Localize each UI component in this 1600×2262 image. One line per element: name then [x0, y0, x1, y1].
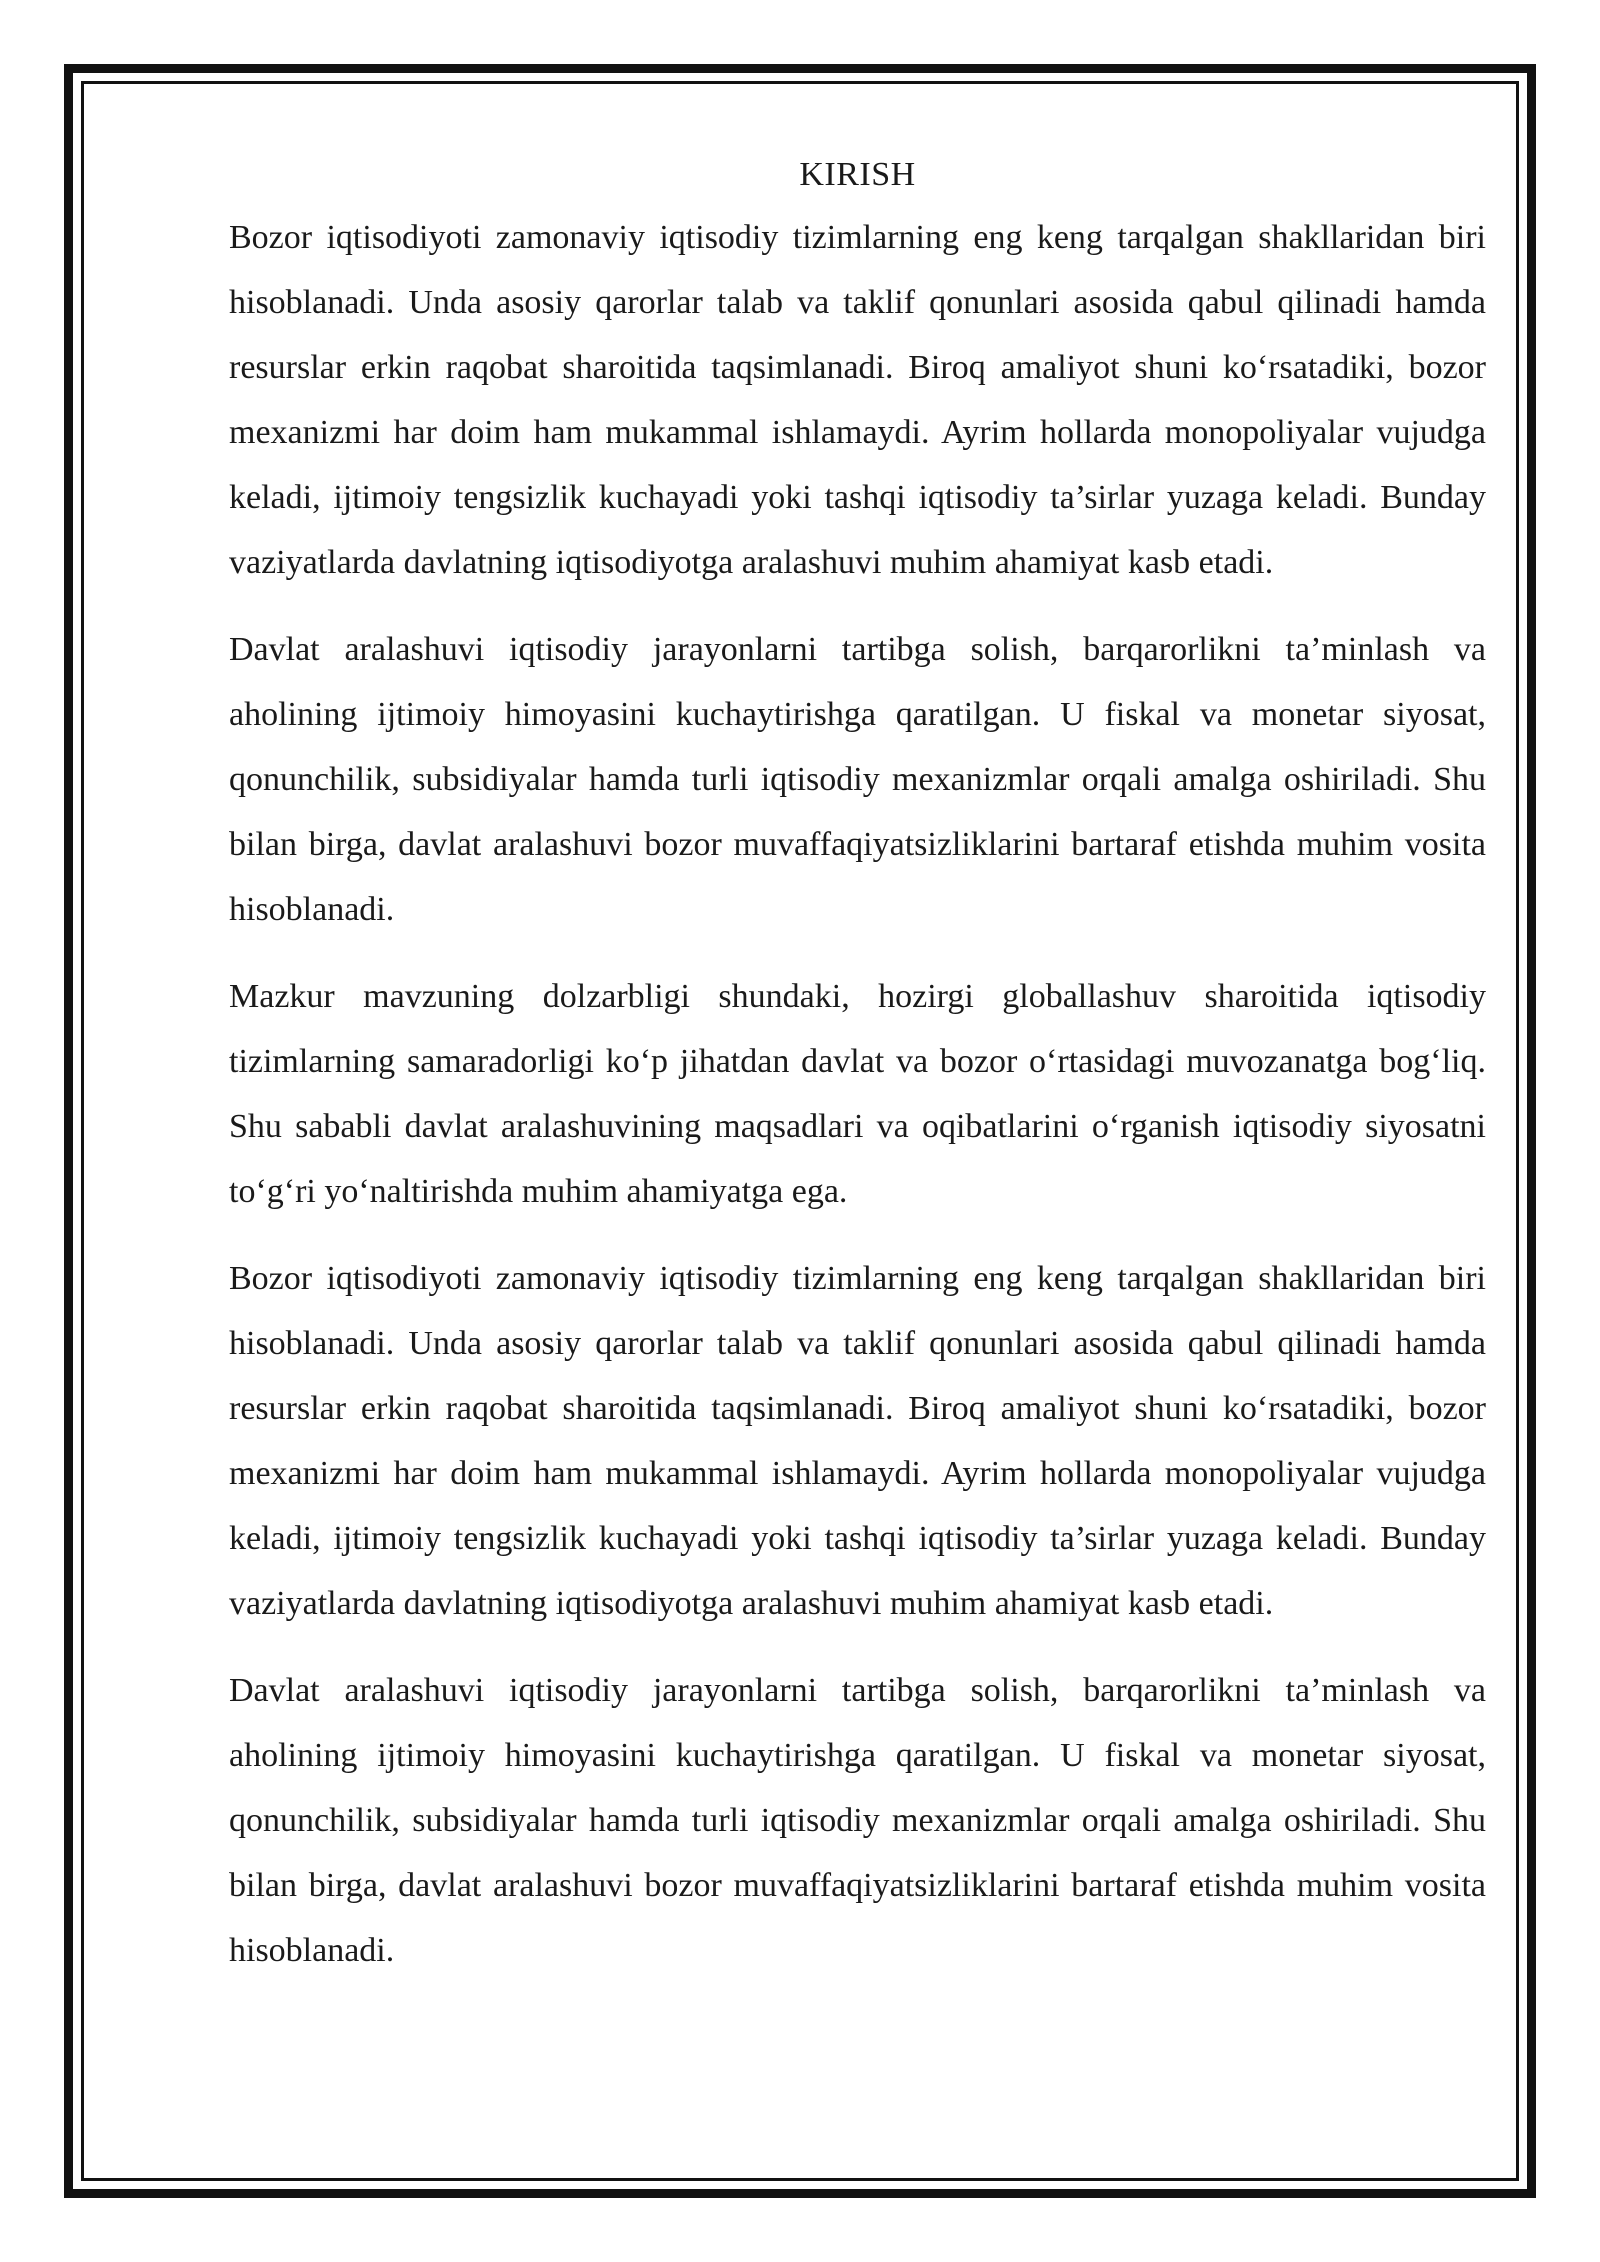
- document-body: [229, 145, 1486, 2005]
- paragraph-1: Bozor iqtisodiyoti zamonaviy iqtisodiy tizimlarning eng keng tarqalgan shakllaridan biri hisoblanadi. Unda asosiy qarorlar talab va taklif qonunlari asosida qabul qilinadi hamda resurslar erkin raqobat sharoitida taqsimlanadi. Biroq amaliyot shuni ko‘rsatadiki, bozor mexanizmi har doim ham mukammal ishlamaydi. Ayrim hollarda monopoliyalar vujudga keladi, ijtimoiy tengsizlik kuchayadi yoki tashqi iqtisodiy ta’sirlar yuzaga keladi. Bunday vaziyatlarda davlatning iqtisodiyotga aralashuvi muhim ahamiyat kasb etadi.: [229, 219, 1486, 581]
- paragraph-4: Bozor iqtisodiyoti zamonaviy iqtisodiy tizimlarning eng keng tarqalgan shakllaridan biri hisoblanadi. Unda asosiy qarorlar talab va taklif qonunlari asosida qabul qilinadi hamda resurslar erkin raqobat sharoitida taqsimlanadi. Biroq amaliyot shuni ko‘rsatadiki, bozor mexanizmi har doim ham mukammal ishlamaydi. Ayrim hollarda monopoliyalar vujudga keladi, ijtimoiy tengsizlik kuchayadi yoki tashqi iqtisodiy ta’sirlar yuzaga keladi. Bunday vaziyatlarda davlatning iqtisodiyotga aralashuvi muhim ahamiyat kasb etadi.: [229, 1260, 1486, 1622]
- paragraph-3: Mazkur mavzuning dolzarbligi shundaki, hozirgi globallashuv sharoitida iqtisodiy tizimlarning samaradorligi ko‘p jihatdan davlat va bozor o‘rtasidagi muvozanatga bog‘liq. Shu sababli davlat aralashuvining maqsadlari va oqibatlarini o‘rganish iqtisodiy siyosatni to‘g‘ri yo‘naltirishda muhim ahamiyatga ega.: [229, 978, 1486, 1210]
- section-title: KIRISH: [799, 156, 916, 193]
- paragraph-5: Davlat aralashuvi iqtisodiy jarayonlarni tartibga solish, barqarorlikni ta’minlash va aholining ijtimoiy himoyasini kuchaytirishga qaratilgan. U fiskal va monetar siyosat, qonunchilik, subsidiyalar hamda turli iqtisodiy mexanizmlar orqali amalga oshiriladi. Shu bilan birga, davlat aralashuvi bozor muvaffaqiyatsizliklarini bartaraf etishda muhim vosita hisoblanadi.: [229, 1672, 1486, 1969]
- paragraph-2: Davlat aralashuvi iqtisodiy jarayonlarni tartibga solish, barqarorlikni ta’minlash va aholining ijtimoiy himoyasini kuchaytirishga qaratilgan. U fiskal va monetar siyosat, qonunchilik, subsidiyalar hamda turli iqtisodiy mexanizmlar orqali amalga oshiriladi. Shu bilan birga, davlat aralashuvi bozor muvaffaqiyatsizliklarini bartaraf etishda muhim vosita hisoblanadi.: [229, 631, 1486, 928]
